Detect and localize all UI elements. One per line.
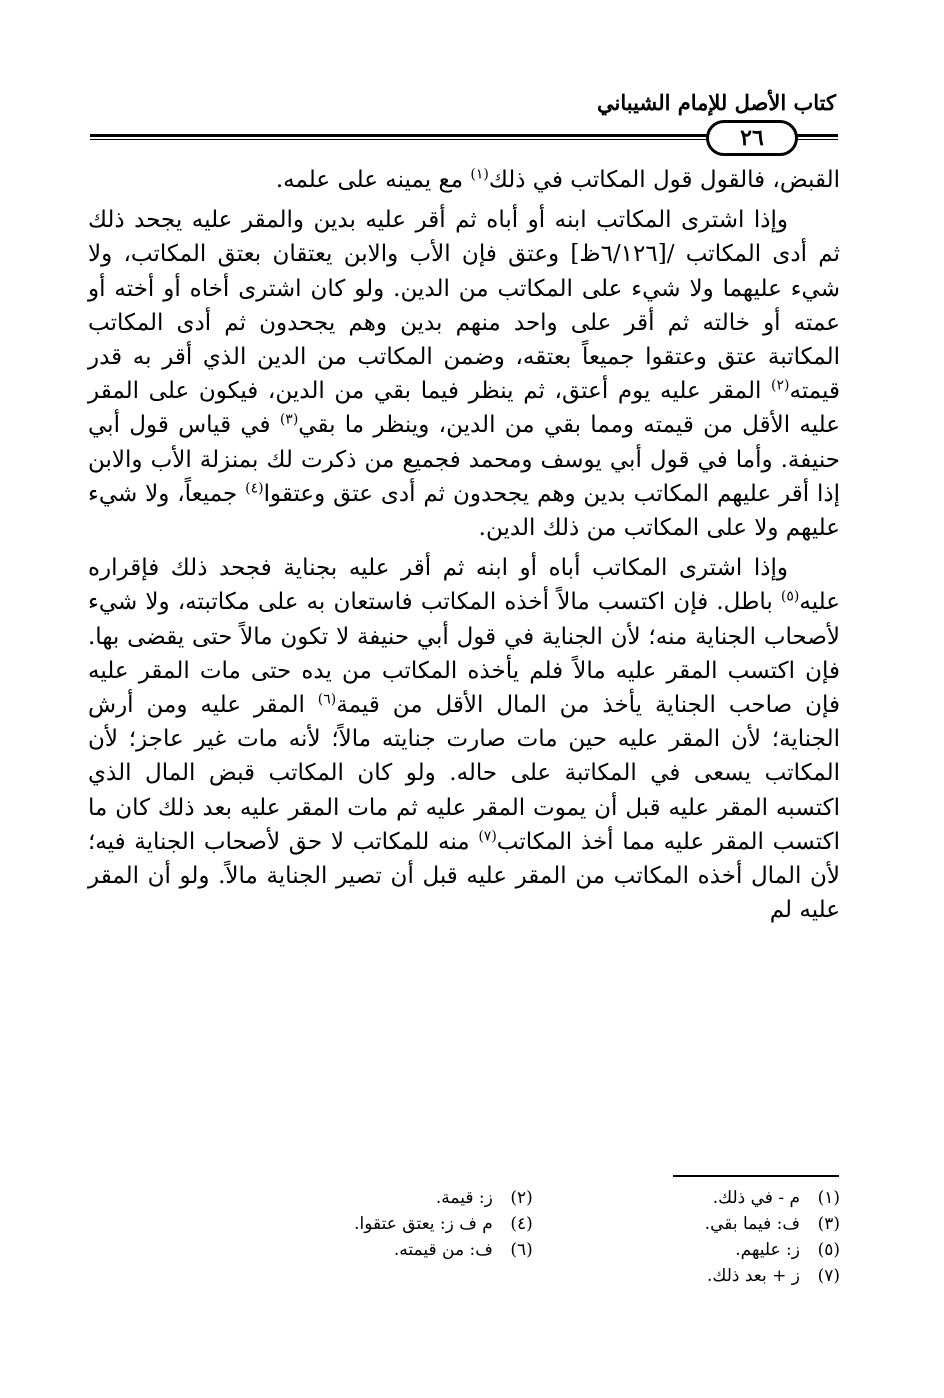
footnote-1 xyxy=(533,1185,840,1211)
footnotes xyxy=(200,1185,840,1289)
footnote-row xyxy=(200,1211,840,1237)
footnote-text: م ف ز: يعتق عتقوا. xyxy=(354,1214,493,1234)
footnote-ref-6: (٦) xyxy=(317,691,337,708)
main-text xyxy=(88,163,840,927)
footnote-ref-3: (٣) xyxy=(279,411,299,428)
page-header xyxy=(90,82,838,152)
footnote-text: ف: فيما بقي. xyxy=(704,1214,800,1234)
footnote-text: ف: من قيمته. xyxy=(393,1240,493,1260)
text-run: باطل. فإن اكتسب مالاً أخذه المكاتب فاستعان به على مكاتبته، ولا شيء لأصحاب الجناية منه؛ لأن الجناية في قول أبي حنيفة لا تكون مالاً حتى يقضى بها. فإن اكتسب المقر عليه مالاً فلم يأخذه المكاتب من يده حتى مات المقر عليه فإن صاحب الجناية يأخذ من المال الأقل من قيمة xyxy=(88,589,840,719)
text-run: في قياس قول أبي حنيفة. وأما في قول أبي يوسف ومحمد فجميع من ذكرت لك بمنزلة الأب والابن إذا أقر عليهم المكاتب بدين وهم يجحدون ثم أدى عتق وعتقوا xyxy=(88,412,840,507)
footnote-6 xyxy=(226,1237,533,1263)
footnote-number: (٧) xyxy=(817,1266,840,1286)
footnote-text: ز: قيمة. xyxy=(435,1188,493,1208)
footnote-separator xyxy=(673,1175,839,1177)
text-run: المقر عليه ومن أرش الجناية؛ لأن المقر عليه حين مات صارت جنايته مالاً؛ لأنه مات غير عاجز؛ لأن المكاتب يسعى في المكاتبة على حاله. ولو كان المكاتب قبض المال الذي اكتسبه المقر عليه قبل أن يموت المقر عليه ثم مات المقر عليه بعد ذلك كان ما اكتسب المقر عليه مما أخذ المكاتب xyxy=(88,692,841,855)
text-run: القبض، فالقول قول المكاتب في ذلك xyxy=(488,167,840,193)
footnote-row xyxy=(200,1185,840,1211)
text-run: جميعاً، ولا شيء عليهم ولا على المكاتب من ذلك الدين. xyxy=(88,480,840,542)
footnote-text: ز + بعد ذلك. xyxy=(706,1266,800,1286)
text-run: المقر عليه يوم أعتق، ثم ينظر فيما بقي من الدين، فيكون على المقر عليه الأقل من قيمته ومما بقي من الدين، وينظر ما بقي xyxy=(88,378,840,439)
paragraph-3 xyxy=(88,551,840,927)
footnote-text: ز: عليهم. xyxy=(735,1240,800,1260)
footnote-number: (٥) xyxy=(817,1240,840,1260)
footnote-ref-4: (٤) xyxy=(245,480,264,497)
text-run: وإذا اشترى المكاتب ابنه أو أباه ثم أقر عليه بدين والمقر عليه يجحد ذلك ثم أدى المكاتب /[٦/١٢٦ظ] وعتق فإن الأب والابن يعتقان بعتق المكاتب، ولا شيء عليهما ولا شيء على المكاتب من الدين. ولو كان اشترى أخاه أو أخته أو عمته أو خالته ثم أقر على واحد منهم بدين وهم يجحدون ثم أدى المكاتب المكاتبة عتق وعتقوا جميعاً بعتقه، وضمن المكاتب من الدين الذي أقر به قدر قيمته xyxy=(88,207,840,405)
page-number: ٢٦ xyxy=(706,120,798,156)
footnote-ref-2: (٢) xyxy=(771,377,790,394)
paragraph-1 xyxy=(88,163,840,197)
footnote-ref-5: (٥) xyxy=(780,588,800,605)
footnote-number: (٤) xyxy=(510,1214,533,1234)
footnote-7 xyxy=(533,1263,840,1289)
footnote-text: م - في ذلك. xyxy=(712,1188,800,1208)
text-run: مع يمينه على علمه. xyxy=(275,167,471,193)
book-title: كتاب الأصل للإمام الشيباني xyxy=(597,90,836,115)
footnote-2 xyxy=(226,1185,533,1211)
footnote-number: (٢) xyxy=(510,1188,533,1208)
text-run: وإذا اشترى المكاتب أباه أو ابنه ثم أقر عليه بجناية فجحد ذلك فإقراره عليه xyxy=(88,555,840,616)
footnote-5 xyxy=(533,1237,840,1263)
text-run: منه للمكاتب لا حق لأصحاب الجناية فيه؛ لأن المال أخذه المكاتب من المقر عليه قبل أن تصير الجناية مالاً. ولو أن المقر عليه لم xyxy=(88,828,840,924)
footnote-3 xyxy=(533,1211,840,1237)
footnote-row xyxy=(200,1263,840,1289)
footnote-number: (٣) xyxy=(817,1214,840,1234)
footnote-4 xyxy=(226,1211,533,1237)
footnote-ref-1: (١) xyxy=(470,166,489,183)
footnote-ref-7: (٧) xyxy=(478,828,497,845)
footnote-number: (٦) xyxy=(510,1240,533,1260)
footnote-number: (١) xyxy=(817,1188,840,1208)
footnote-row xyxy=(200,1237,840,1263)
paragraph-2 xyxy=(88,203,840,545)
